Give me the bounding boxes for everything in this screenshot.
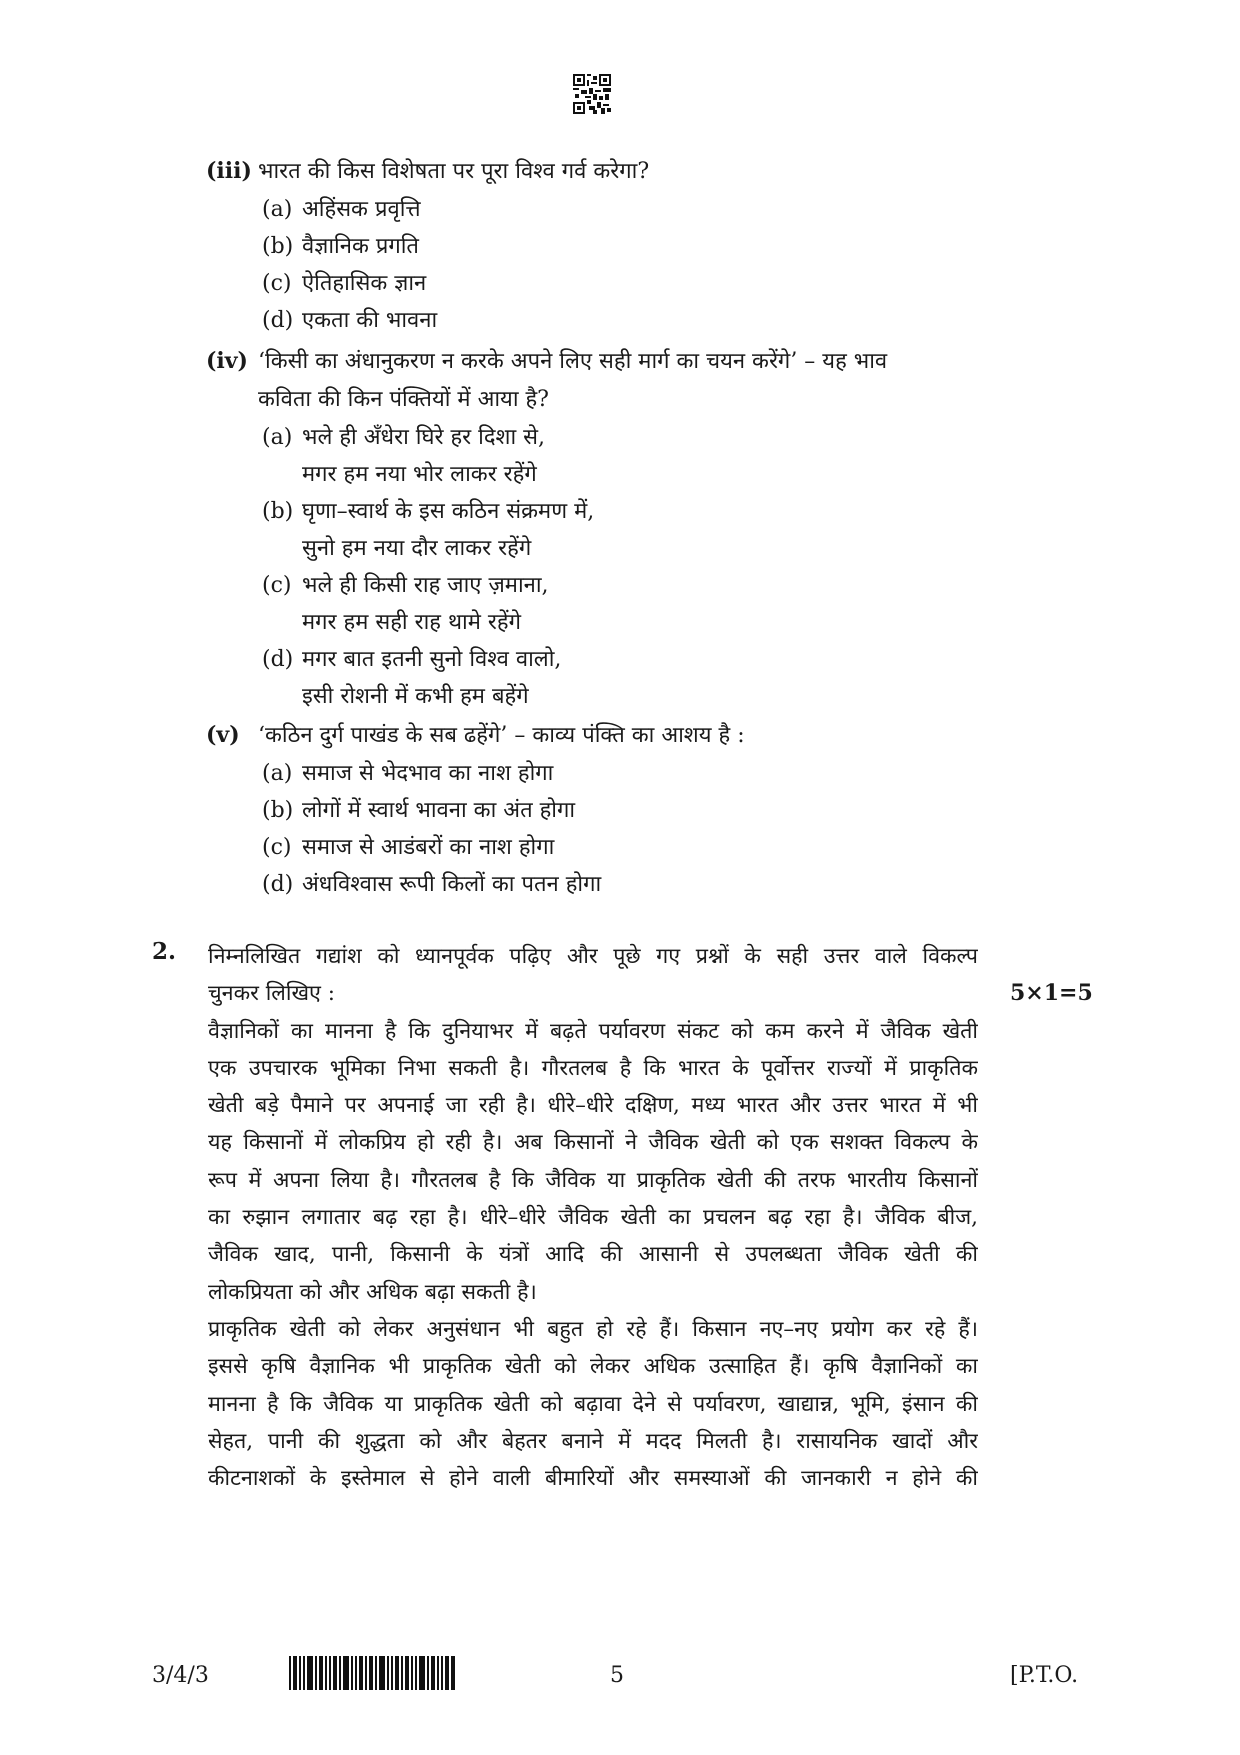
option-b: (b) लोगों में स्वार्थ भावना का अंत होगा — [262, 798, 576, 823]
passage-line: खेती बड़े पैमाने पर अपनाई जा रही है। धीरे–धीरे दक्षिण, मध्य भारत और उत्तर भारत में भी — [208, 1093, 978, 1119]
option-c: (c) ऐतिहासिक ज्ञान — [262, 271, 427, 296]
option-a: (a) अहिंसक प्रवृत्ति — [262, 197, 421, 222]
passage-line: रूप में अपना लिया है। गौरतलब है कि जैविक या प्राकृतिक खेती की तरफ भारतीय किसानों — [208, 1167, 978, 1193]
option-b: (b) वैज्ञानिक प्रगति — [262, 234, 419, 259]
question-v — [206, 716, 1006, 903]
question-iii — [206, 152, 1006, 339]
option-a: (a) समाज से भेदभाव का नाश होगा — [262, 761, 554, 786]
page-number: 5 — [610, 1663, 624, 1688]
passage-line: एक उपचारक भूमिका निभा सकती है। गौरतलब है कि भारत के पूर्वोत्तर राज्यों में प्राकृतिक — [208, 1055, 978, 1081]
option-d: (d) मगर बात इतनी सुनो विश्व वालो, — [262, 647, 562, 672]
passage-line: सेहत, पानी की शुद्धता को और बेहतर बनाने में मदद मिलती है। रासायनिक खादों और — [208, 1428, 978, 1454]
passage-line: निम्नलिखित गद्यांश को ध्यानपूर्वक पढ़िए और पूछे गए प्रश्नों के सही उत्तर वाले विकल्प — [208, 944, 978, 969]
question-number: (iv) — [206, 348, 248, 374]
passage-line: मानना है कि जैविक या प्राकृतिक खेती को बढ़ावा देने से पर्यावरण, खाद्यान्न, भूमि, इंसान की — [208, 1391, 978, 1417]
option-a: (a) भले ही अँधेरा घिरे हर दिशा से, — [262, 425, 546, 450]
please-turn-over: [P.T.O. — [1010, 1663, 1079, 1688]
option-b: (b) घृणा–स्वार्थ के इस कठिन संक्रमण में, — [262, 499, 595, 524]
question-stem-continued: कविता की किन पंक्तियों में आया है? — [258, 387, 549, 412]
question-2-passage — [208, 938, 978, 1497]
option-d: (d) एकता की भावना — [262, 308, 438, 333]
option-c: (c) समाज से आडंबरों का नाश होगा — [262, 835, 555, 860]
question-2-number: 2. — [152, 938, 177, 965]
option-c: (c) भले ही किसी राह जाए ज़माना, — [262, 573, 549, 598]
option-c-line-2: मगर हम सही राह थामे रहेंगे — [302, 610, 521, 635]
question-stem: (iv) ‘किसी का अंधानुकरण न करके अपने लिए सही मार्ग का चयन करेंगे’ – यह भाव — [206, 342, 1006, 381]
question-stem: (v) ‘कठिन दुर्ग पाखंड के सब ढहेंगे’ – काव्य पंक्ति का आशय है : — [206, 716, 1006, 755]
barcode-icon — [289, 1656, 455, 1690]
option-d-line-2: इसी रोशनी में कभी हम बहेंगे — [302, 684, 529, 709]
passage-line: वैज्ञानिकों का मानना है कि दुनियाभर में बढ़ते पर्यावरण संकट को कम करने में जैविक खेती — [208, 1018, 978, 1044]
passage-line: प्राकृतिक खेती को लेकर अनुसंधान भी बहुत हो रहे हैं। किसान नए–नए प्रयोग कर रहे हैं। — [208, 1316, 978, 1342]
option-a-line-2: मगर हम नया भोर लाकर रहेंगे — [302, 462, 537, 487]
paper-code: 3/4/3 — [152, 1663, 209, 1688]
option-b-line-2: सुनो हम नया दौर लाकर रहेंगे — [302, 536, 532, 561]
marks-allocation: 5×1=5 — [1010, 980, 1093, 1006]
passage-line: इससे कृषि वैज्ञानिक भी प्राकृतिक खेती को लेकर अधिक उत्साहित हैं। कृषि वैज्ञानिकों का — [208, 1354, 978, 1380]
question-iv — [206, 342, 1006, 715]
passage-line: का रुझान लगातार बढ़ रहा है। धीरे–धीरे जैविक खेती का प्रचलन बढ़ रहा है। जैविक बीज, — [208, 1205, 978, 1231]
passage-line: लोकप्रियता को और अधिक बढ़ा सकती है। — [208, 1279, 537, 1305]
question-number: (v) — [206, 722, 240, 748]
question-stem: (iii) भारत की किस विशेषता पर पूरा विश्व गर्व करेगा? — [206, 152, 1006, 191]
passage-line: चुनकर लिखिए : — [208, 981, 335, 1007]
passage-line: कीटनाशकों के इस्तेमाल से होने वाली बीमारियों और समस्याओं की जानकारी न होने की — [208, 1466, 978, 1492]
option-d: (d) अंधविश्वास रूपी किलों का पतन होगा — [262, 872, 602, 897]
qr-code-icon — [573, 74, 611, 114]
question-number: (iii) — [206, 158, 252, 184]
passage-line: जैविक खाद, पानी, किसानी के यंत्रों आदि की आसानी से उपलब्धता जैविक खेती की — [208, 1242, 978, 1268]
passage-line: यह किसानों में लोकप्रिय हो रही है। अब किसानों ने जैविक खेती को एक सशक्त विकल्प के — [208, 1130, 978, 1156]
